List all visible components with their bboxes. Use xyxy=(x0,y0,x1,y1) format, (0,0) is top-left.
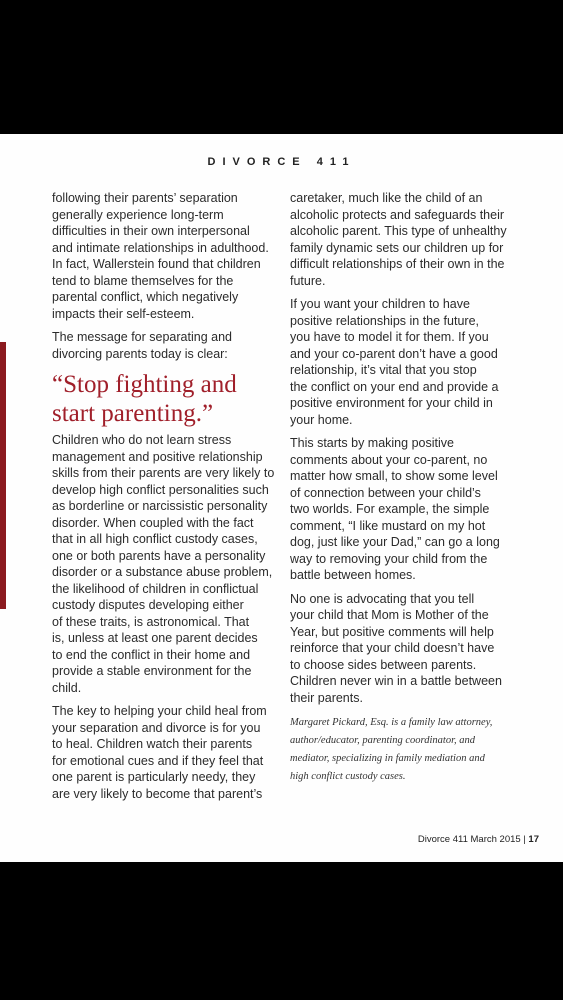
paragraph: caretaker, much like the child of an alcoholic protects and safeguards their alcoholic parent. This type of unhealthy family dynamic sets our children up for difficult relationships of their own in the future. xyxy=(290,191,507,288)
magazine-page xyxy=(0,134,563,862)
paragraph: This starts by making positive comments about your co-parent, no matter how small, to show some level of connection between your child’s two worlds. For example, the simple comment, “I like mustard on my hot dog, just like your Dad,” can go a long way to removing your child from the battle between homes. xyxy=(290,436,500,582)
paragraph: If you want your children to have positive relationships in the future, you have to model it for them. If you and your co-parent don’t have a good relationship, it’s vital that you stop the conflict on your end and provide a positive environment for your child in your home. xyxy=(290,297,499,427)
paragraph: No one is advocating that you tell your child that Mom is Mother of the Year, but positive comments will help reinforce that your child doesn’t have to choose sides between parents. Children never win in a battle between their parents. xyxy=(290,591,502,705)
right-column xyxy=(290,190,522,786)
footer-label: Divorce 411 March 2015 | xyxy=(417,834,529,845)
paragraph: The key to helping your child heal from your separation and divorce is for you to heal. Children watch their parents for emotional cues and if they feel that one parent is particularly needy, they are very likely to become that parent’s xyxy=(52,704,267,801)
paragraph: The message for separating and divorcing parents today is clear: xyxy=(52,330,232,361)
page-footer xyxy=(418,834,539,845)
paragraph: following their parents’ separation generally experience long-term difficulties in their own interpersonal and intimate relationships in adulthood. In fact, Wallerstein found that children tend to blame themselves for the parental conflict, which negatively impacts their self-esteem. xyxy=(52,191,269,321)
paragraph: Children who do not learn stress management and positive relationship skills from their parents are very likely to develop high conflict personalities such as borderline or narcissistic personality disorder. When coupled with the fact that in all high conflict custody cases, one or both parents have a personality disorder or a substance abuse problem, the likelihood of children in conflictual custody disputes developing either of these traits, is astronomical. That is, unless at least one parent decides to end the conflict in their home and provide a stable environment for the child. xyxy=(52,433,275,695)
masthead: DIVORCE 411 xyxy=(207,156,356,168)
author-bio: Margaret Pickard, Esq. is a family law attorney, author/educator, parenting coordinator, and mediator, specializing in family mediation and high conflict custody cases. xyxy=(290,717,493,782)
left-column xyxy=(52,190,284,809)
side-tab xyxy=(0,342,6,609)
page-number: 17 xyxy=(528,834,539,845)
pull-quote: “Stop fighting and start parenting.” xyxy=(52,371,237,427)
